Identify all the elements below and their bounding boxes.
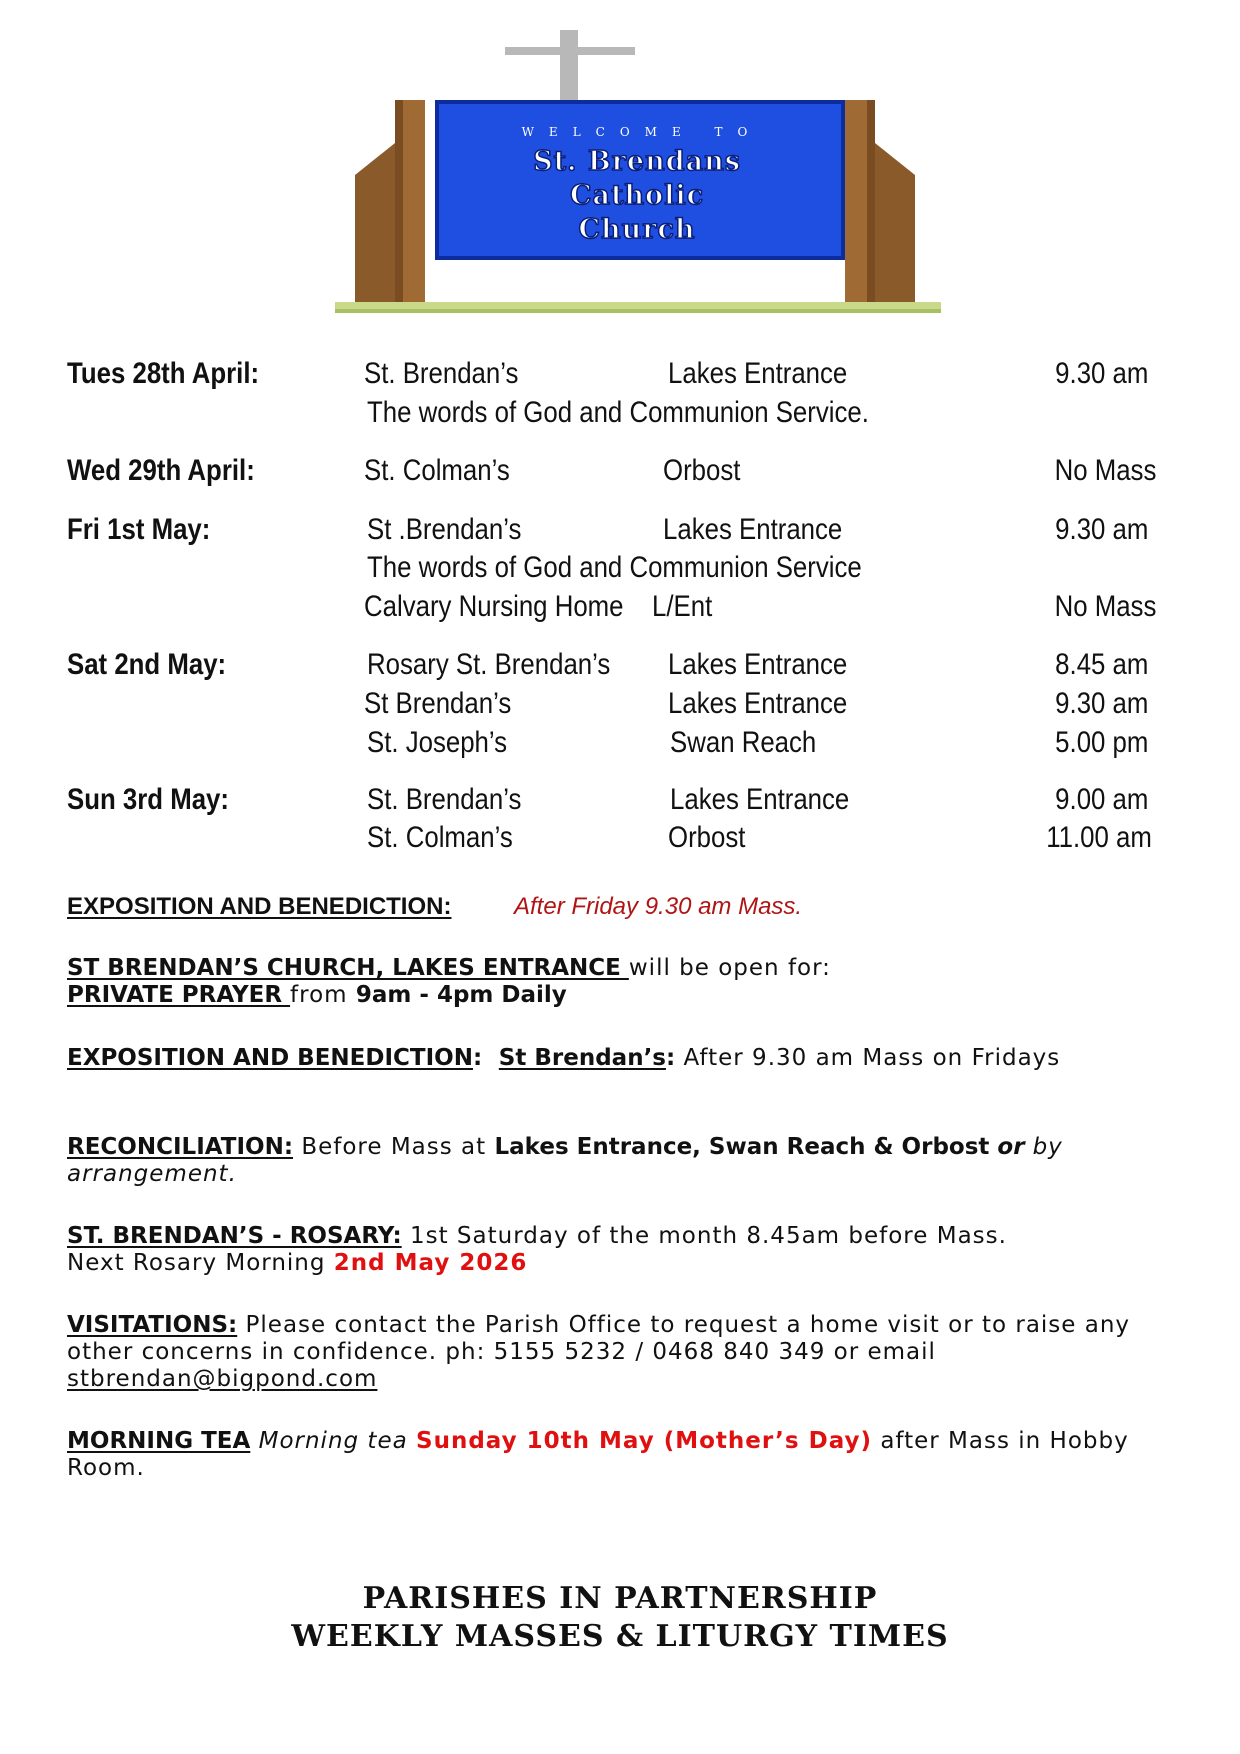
notice-morning-tea <box>67 1428 1177 1482</box>
email-link[interactable]: stbrendan@bigpond.com <box>67 1366 378 1392</box>
church-name: Rosary St. Brendan’s <box>367 648 611 681</box>
notice-exposition-friday <box>67 893 1177 921</box>
notice-label: MORNING TEA <box>67 1428 251 1454</box>
church-name: St. Colman’s <box>364 454 510 487</box>
colon: : <box>666 1045 676 1071</box>
footer-line-2: WEEKLY MASSES & LITURGY TIMES <box>291 1619 949 1654</box>
day-label-wed: Wed 29th April: <box>67 454 255 487</box>
notice-label: PRIVATE PRAYER <box>67 982 291 1008</box>
footer-line-1: PARISHES IN PARTNERSHIP <box>362 1581 878 1616</box>
notice-label: ST BRENDAN’S CHURCH, LAKES ENTRANCE <box>67 955 629 981</box>
notice-text: Morning tea <box>250 1428 417 1454</box>
church-name: St. Brendan’s <box>367 783 522 816</box>
notice-label: EXPOSITION AND BENEDICTION: <box>67 893 452 920</box>
notice-text: by arrangement. <box>67 1134 1063 1187</box>
notice-label: RECONCILIATION: <box>67 1134 294 1160</box>
service-note: The words of God and Communion Service. <box>367 396 869 429</box>
mass-time: 5.00 pm <box>1054 726 1148 759</box>
notice-text: Before Mass at <box>293 1134 495 1160</box>
notice-visitations <box>67 1312 1177 1393</box>
footer-heading <box>0 1580 1240 1656</box>
notice-church-open <box>67 955 1177 1009</box>
location: Lakes Entrance <box>670 783 850 816</box>
sign-line-3: Church <box>578 214 696 245</box>
open-hours: 9am - 4pm Daily <box>355 982 567 1008</box>
location: Orbost <box>668 821 746 854</box>
notice-label: EXPOSITION AND BENEDICTION <box>67 1045 473 1071</box>
mass-schedule <box>0 0 1240 860</box>
notice-text: After 9.30 am Mass on Fridays <box>675 1045 1061 1071</box>
notice-places: Lakes Entrance, Swan Reach & Orbost <box>494 1134 990 1160</box>
service-note: The words of God and Communion Service <box>367 551 862 584</box>
mass-time: 9.30 am <box>1054 357 1148 390</box>
notice-label: ST. BRENDAN’S - ROSARY: <box>67 1223 402 1249</box>
church-name: St. Joseph’s <box>367 726 508 759</box>
location: Lakes Entrance <box>668 687 848 720</box>
location: Lakes Entrance <box>668 357 848 390</box>
mass-time: No Mass <box>1054 454 1156 487</box>
sign-welcome: WELCOME TO <box>521 125 763 139</box>
location: Lakes Entrance <box>663 513 843 546</box>
church-name: Calvary Nursing Home <box>364 590 624 623</box>
notice-text: after Mass in Hobby Room. <box>67 1428 1129 1481</box>
church-name: St Brendan’s <box>364 687 512 720</box>
notice-text: Next Rosary Morning <box>67 1250 334 1276</box>
mass-time: 9.30 am <box>1054 687 1148 720</box>
sign-line-2: Catholic <box>569 180 705 211</box>
location: L/Ent <box>652 590 713 623</box>
mass-time: 8.45 am <box>1054 648 1148 681</box>
mass-time: 9.00 am <box>1054 783 1148 816</box>
mass-time: No Mass <box>1054 590 1156 623</box>
notice-value: After Friday 9.30 am Mass. <box>514 893 803 920</box>
church-name: St. Colman’s <box>367 821 513 854</box>
day-label-tue: Tues 28th April: <box>67 357 260 390</box>
notice-text: Please contact the Parish Office to request a home visit or to raise any other concerns in confidence. ph: 5155 5232 / 0468 840 349 or email <box>67 1312 1131 1365</box>
mass-time: 9.30 am <box>1054 513 1148 546</box>
notice-reconciliation <box>67 1134 1177 1188</box>
notice-text: will be open for: <box>628 955 831 981</box>
event-date: Sunday 10th May (Mother’s Day) <box>416 1428 873 1454</box>
church-name: St .Brendan’s <box>367 513 522 546</box>
day-label-sun: Sun 3rd May: <box>67 783 230 816</box>
notice-label: St Brendan’s <box>498 1045 666 1071</box>
location: Lakes Entrance <box>668 648 848 681</box>
mass-time: 11.00 am <box>1046 821 1152 854</box>
church-name: St. Brendan’s <box>364 357 519 390</box>
notice-or: or <box>989 1134 1033 1160</box>
location: Swan Reach <box>670 726 817 759</box>
notice-exposition <box>67 1045 1177 1072</box>
notice-text: from <box>290 982 356 1008</box>
sign-line-1: St. Brendans <box>533 146 741 177</box>
rosary-date: 2nd May 2026 <box>333 1250 528 1276</box>
location: Orbost <box>663 454 741 487</box>
colon: : <box>472 1045 483 1071</box>
notice-rosary <box>67 1223 1177 1277</box>
notice-text: 1st Saturday of the month 8.45am before Mass. <box>401 1223 1007 1249</box>
day-label-sat: Sat 2nd May: <box>67 648 227 681</box>
day-label-fri: Fri 1st May: <box>67 513 211 546</box>
notice-label: VISITATIONS: <box>67 1312 238 1338</box>
